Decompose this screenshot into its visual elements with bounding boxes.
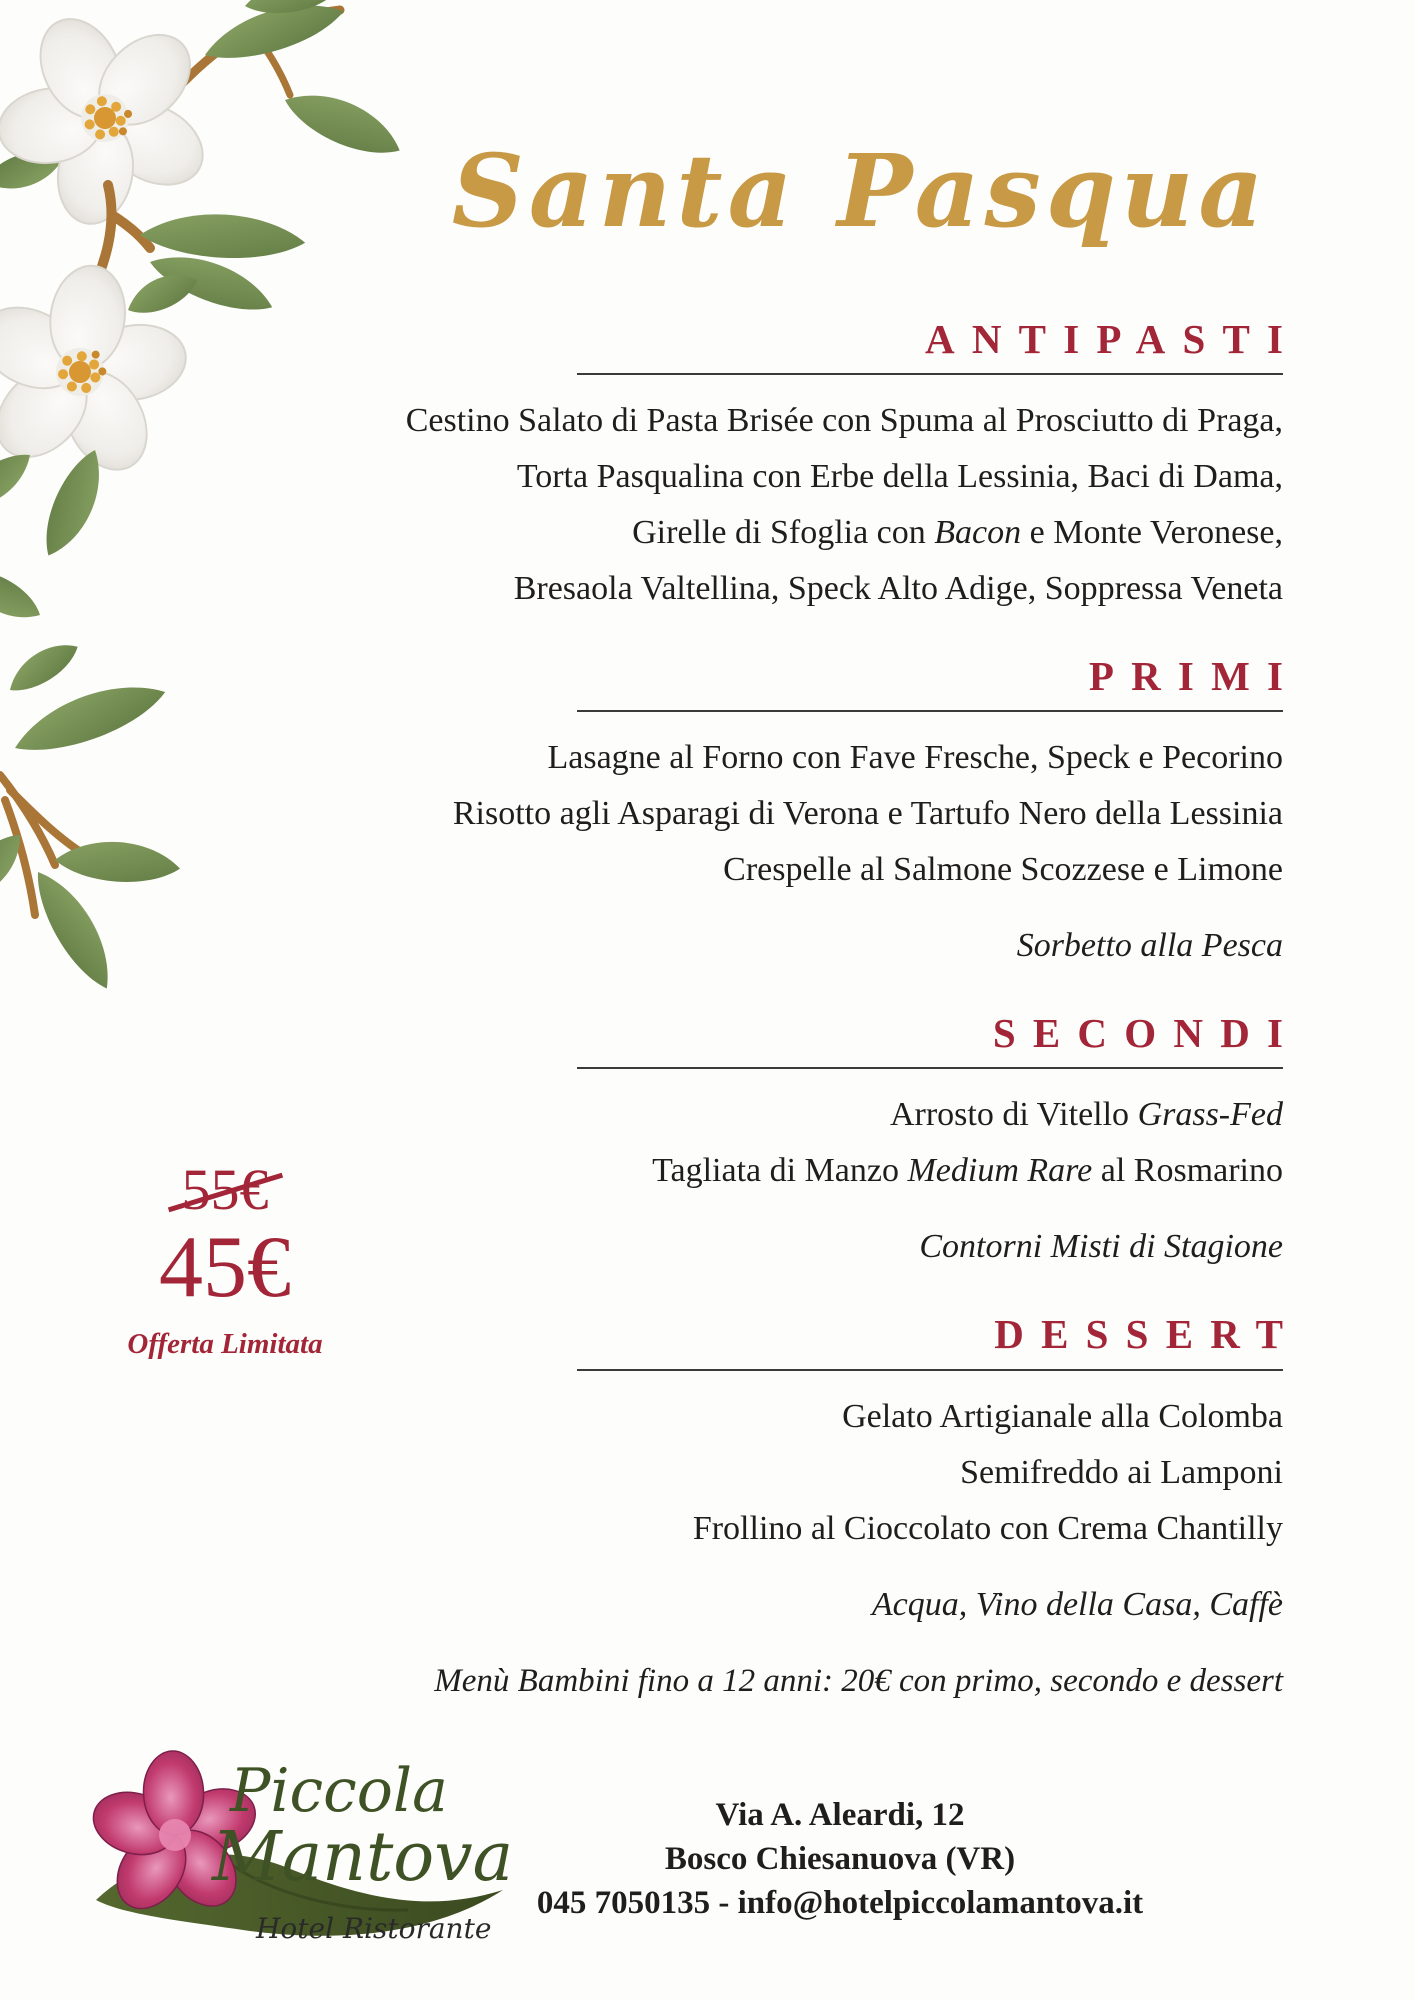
menu-section-secondi — [283, 1010, 1301, 1275]
section-note: Contorni Misti di Stagione — [919, 1228, 1283, 1266]
menu-item: Girelle di Sfoglia con Bacon e Monte Veronese, — [632, 514, 1283, 552]
menu-section-primi — [283, 653, 1301, 974]
menu-section-dessert — [283, 1311, 1301, 1632]
menu-item: Torta Pasqualina con Erbe della Lessinia, Baci di Dama, — [516, 458, 1283, 496]
menu-item: Frollino al Cioccolato con Crema Chantilly — [692, 1509, 1283, 1547]
section-note: Acqua, Vino della Casa, Caffè — [871, 1585, 1283, 1623]
section-title: SECONDI — [992, 1010, 1301, 1057]
menu-item: Bresaola Valtellina, Speck Alto Adige, Soppressa Veneta — [513, 570, 1283, 608]
address-city: Bosco Chiesanuova (VR) — [664, 1841, 1016, 1877]
menu-item: Crespelle al Salmone Scozzese e Limone — [723, 851, 1283, 889]
logo-name-line2: Mantova — [212, 1818, 514, 1897]
footer-address — [520, 1793, 1160, 1925]
section-divider — [577, 373, 1283, 375]
menu-item: Risotto agli Asparagi di Verona e Tartufo Nero della Lessinia — [452, 795, 1283, 833]
menu-item: Lasagne al Forno con Fave Fresche, Speck e Pecorino — [547, 739, 1283, 777]
section-divider — [577, 1369, 1283, 1371]
page-title: Santa Pasqua — [451, 132, 1269, 250]
offer-label: Offerta Limitata — [127, 1327, 323, 1360]
menu-item: Gelato Artigianale alla Colomba — [842, 1397, 1283, 1435]
menu-item: Tagliata di Manzo Medium Rare al Rosmarino — [652, 1152, 1283, 1190]
kids-menu-note: Menù Bambini fino a 12 anni: 20€ con primo, secondo e dessert — [434, 1662, 1283, 1699]
section-title: DESSERT — [994, 1311, 1301, 1358]
address-street: Via A. Aleardi, 12 — [715, 1797, 965, 1833]
contact-line: 045 7050135 - info@hotelpiccolamantova.it — [536, 1885, 1144, 1921]
section-divider — [577, 1067, 1283, 1069]
menu-item: Arrosto di Vitello Grass-Fed — [889, 1096, 1283, 1134]
section-note: Sorbetto alla Pesca — [1016, 927, 1283, 965]
menu-item: Cestino Salato di Pasta Brisée con Spuma al Prosciutto di Praga, — [405, 402, 1283, 440]
price-block — [105, 1158, 345, 1361]
section-title: ANTIPASTI — [925, 316, 1301, 362]
menu-sections — [283, 316, 1301, 1709]
menu-section-antipasti — [283, 316, 1301, 617]
menu-item: Semifreddo ai Lamponi — [960, 1453, 1283, 1491]
section-divider — [577, 710, 1283, 712]
logo-subtitle: Hotel Ristorante — [256, 1912, 492, 1945]
section-title: PRIMI — [1088, 653, 1301, 700]
logo-name-line1: Piccola — [230, 1756, 448, 1826]
old-price: 55€ — [181, 1157, 269, 1222]
new-price: 45€ — [159, 1218, 291, 1316]
restaurant-logo — [78, 1742, 518, 1997]
